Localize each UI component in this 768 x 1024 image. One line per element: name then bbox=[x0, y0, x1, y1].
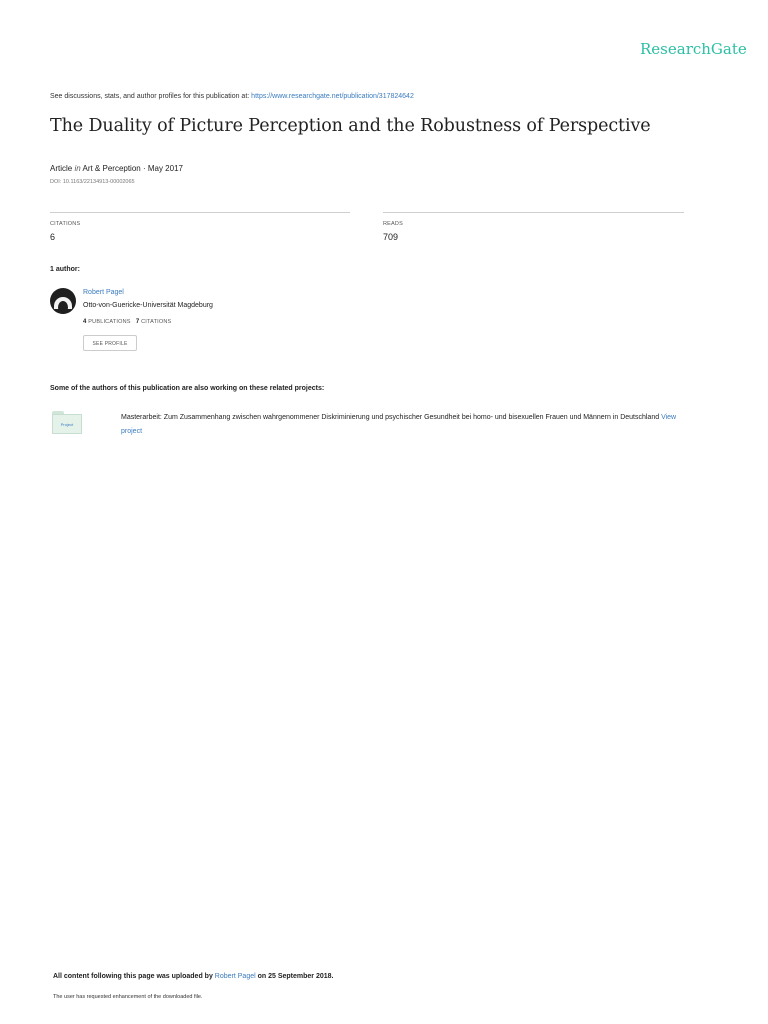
author-citations-count: 7 bbox=[135, 319, 140, 325]
author-avatar[interactable] bbox=[50, 288, 76, 314]
reads-label: READS bbox=[383, 221, 403, 227]
citations-label: CITATIONS bbox=[50, 221, 81, 227]
project-item bbox=[121, 411, 691, 439]
publication-in-word: in bbox=[74, 164, 81, 173]
discussion-notice bbox=[50, 93, 414, 100]
publication-meta bbox=[50, 164, 183, 173]
reads-divider bbox=[383, 212, 684, 213]
avatar-head-icon bbox=[58, 301, 68, 314]
publication-journal-date: Art & Perception · May 2017 bbox=[82, 164, 183, 173]
authors-heading: 1 author: bbox=[50, 266, 80, 273]
project-folder-icon[interactable] bbox=[52, 411, 82, 434]
author-stats bbox=[83, 319, 171, 325]
author-publications-label: PUBLICATIONS bbox=[88, 319, 131, 325]
researchgate-logo[interactable]: ResearchGate bbox=[640, 40, 747, 58]
view-project-link[interactable]: View project bbox=[121, 414, 677, 435]
upload-notice-suffix: on 25 September 2018. bbox=[255, 973, 334, 980]
project-title: Masterarbeit: Zum Zusammenhang zwischen wahrgenommener Diskriminierung und psychischer Gesundheit bei homo- und bisexuellen Frauen und Männern in Deutschland bbox=[121, 414, 660, 421]
citations-divider bbox=[50, 212, 350, 213]
author-citations-label: CITATIONS bbox=[141, 319, 172, 325]
upload-notice-prefix: All content following this page was uploaded by bbox=[53, 973, 215, 980]
author-publications-count: 4 bbox=[83, 319, 87, 325]
publication-url-link[interactable]: https://www.researchgate.net/publication/317824642 bbox=[251, 93, 414, 100]
publication-type: Article bbox=[50, 164, 73, 173]
publication-doi: DOI: 10.1163/22134913-00002065 bbox=[50, 179, 135, 185]
discussion-notice-text: See discussions, stats, and author profiles for this publication at: bbox=[50, 93, 252, 100]
upload-notice bbox=[53, 973, 333, 980]
uploader-link[interactable]: Robert Pagel bbox=[214, 973, 256, 980]
enhancement-note: The user has requested enhancement of the downloaded file. bbox=[53, 994, 203, 1000]
publication-title: The Duality of Picture Perception and the Robustness of Perspective bbox=[50, 116, 651, 136]
see-profile-button[interactable]: SEE PROFILE bbox=[83, 335, 137, 351]
folder-label: Project bbox=[52, 414, 82, 434]
citations-value: 6 bbox=[50, 232, 56, 242]
author-name-link[interactable]: Robert Pagel bbox=[83, 289, 124, 296]
reads-value: 709 bbox=[383, 232, 399, 242]
author-institution: Otto-von-Guericke-Universität Magdeburg bbox=[83, 302, 213, 309]
related-projects-heading: Some of the authors of this publication are also working on these related projects: bbox=[50, 385, 325, 392]
